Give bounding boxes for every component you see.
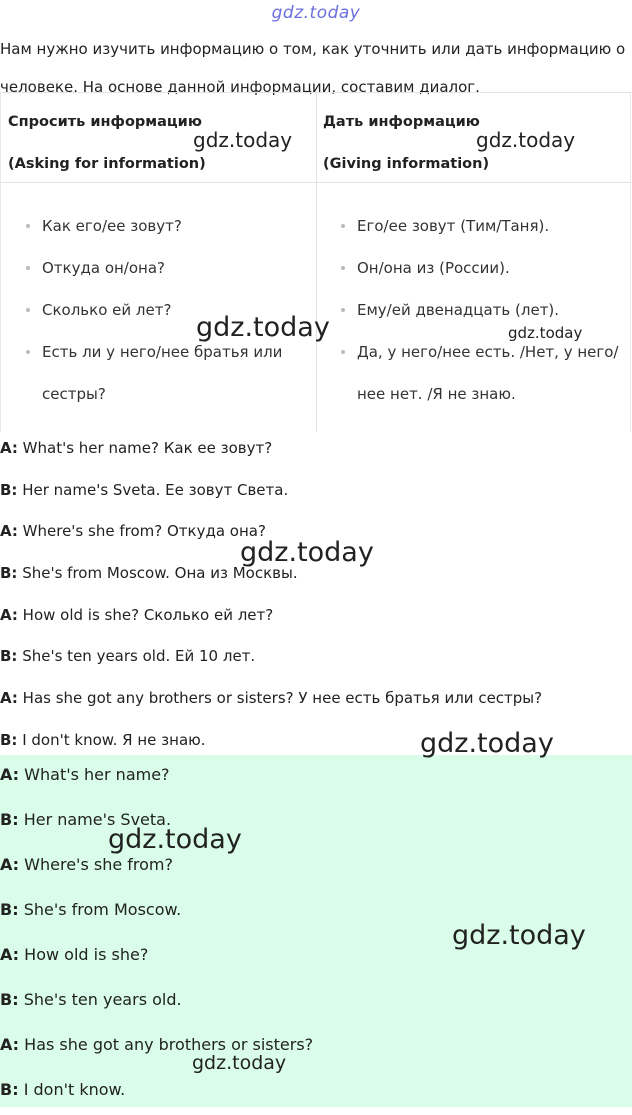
dialog-line	[0, 755, 632, 800]
header-title: Спросить информацию	[8, 114, 202, 130]
dialog-line	[0, 800, 632, 845]
dialog-text: What's her name?	[24, 765, 170, 784]
list-item-text: Есть ли у него/нее братья или сестры?	[42, 343, 283, 403]
asking-list	[25, 205, 305, 415]
speaker-label: B:	[0, 1080, 19, 1099]
list-item-text: Ему/ей двенадцать (лет).	[357, 301, 560, 319]
bullet-icon	[341, 350, 345, 354]
list-item	[340, 205, 620, 247]
watermark: gdz.today	[196, 312, 330, 343]
speaker-label: A:	[0, 945, 20, 964]
dialog-text: Has she got any brothers or sisters?	[24, 1035, 314, 1054]
giving-list	[340, 205, 620, 415]
list-item	[25, 331, 305, 415]
dialog-text: Has she got any brothers or sisters? У нее есть братья или сестры?	[22, 689, 543, 708]
dialog-text: How old is she?	[24, 945, 149, 964]
dialog-text: I don't know. Я не знаю.	[22, 730, 206, 749]
dialog-text: How old is she? Сколько ей лет?	[22, 605, 274, 624]
watermark: gdz.today	[476, 128, 576, 152]
bullet-icon	[341, 308, 345, 312]
list-item-text: Откуда он/она?	[42, 259, 165, 277]
list-item	[25, 247, 305, 289]
dialog-text: She's ten years old. Ей 10 лет.	[22, 647, 256, 666]
header-subtitle: (Giving information)	[323, 156, 490, 172]
dialog-text: I don't know.	[23, 1080, 126, 1099]
dialog-text: Where's she from?	[24, 855, 173, 874]
list-item-text: Как его/ее зовут?	[42, 217, 182, 235]
dialog-text: What's her name? Как ее зовут?	[22, 439, 273, 457]
list-item-text: Сколько ей лет?	[42, 301, 172, 319]
dialog-line	[0, 1070, 632, 1115]
speaker-label: A:	[0, 439, 18, 457]
speaker-label: A:	[0, 765, 20, 784]
speaker-label: B:	[0, 564, 18, 583]
dialog-line	[0, 845, 632, 890]
watermark: gdz.today	[240, 537, 374, 568]
dialog-text: She's from Moscow. Она из Москвы.	[22, 564, 298, 583]
list-item-text: Его/ее зовут (Тим/Таня).	[357, 217, 550, 235]
watermark: gdz.today	[420, 728, 554, 759]
speaker-label: A:	[0, 689, 18, 708]
bullet-icon	[26, 350, 30, 354]
intro-paragraph: Нам нужно изучить информацию о том, как уточнить или дать информацию о человеке. На основе данной информации, составим диалог.	[0, 40, 626, 96]
dialog-line	[0, 980, 632, 1025]
speaker-label: A:	[0, 855, 20, 874]
list-item	[340, 331, 620, 415]
dialog-with-translation	[0, 427, 632, 761]
speaker-label: A:	[0, 605, 18, 624]
speaker-label: B:	[0, 730, 18, 749]
list-item	[25, 205, 305, 247]
dialog-text: Her name's Sveta. Ее зовут Света.	[22, 480, 289, 499]
speaker-label: A:	[0, 1035, 20, 1054]
dialog-text: Her name's Sveta.	[23, 810, 172, 829]
speaker-label: B:	[0, 900, 19, 919]
header-title: Дать информацию	[323, 114, 480, 130]
table-header-giving	[316, 93, 630, 183]
dialog-line	[0, 635, 632, 677]
speaker-label: B:	[0, 810, 19, 829]
watermark: gdz.today	[192, 1052, 287, 1074]
table-column-giving	[316, 93, 631, 432]
dialog-line	[0, 427, 632, 469]
watermark: gdz.today	[193, 128, 293, 152]
watermark: gdz.today	[508, 324, 583, 342]
dialog-line	[0, 1025, 632, 1070]
bullet-icon	[26, 308, 30, 312]
dialog-line	[0, 469, 632, 511]
dialog-text: She's ten years old.	[23, 990, 182, 1009]
dialog-text: She's from Moscow.	[23, 900, 182, 919]
watermark: gdz.today	[452, 920, 586, 951]
bullet-icon	[341, 266, 345, 270]
watermark: gdz.today	[108, 824, 242, 855]
bullet-icon	[26, 224, 30, 228]
speaker-label: B:	[0, 480, 18, 499]
site-logo[interactable]: gdz.today	[271, 3, 361, 23]
speaker-label: A:	[0, 522, 18, 541]
list-item-text: Он/она из (России).	[357, 259, 510, 277]
header-subtitle: (Asking for information)	[8, 156, 206, 172]
bullet-icon	[26, 266, 30, 270]
speaker-label: B:	[0, 647, 18, 666]
speaker-label: B:	[0, 990, 19, 1009]
list-item-text: Да, у него/нее есть. /Нет, у него/ нее нет. /Я не знаю.	[357, 343, 619, 403]
dialog-line	[0, 594, 632, 636]
dialog-line	[0, 677, 632, 719]
dialog-text: Where's she from? Откуда она?	[22, 522, 266, 541]
list-item	[340, 247, 620, 289]
bullet-icon	[341, 224, 345, 228]
